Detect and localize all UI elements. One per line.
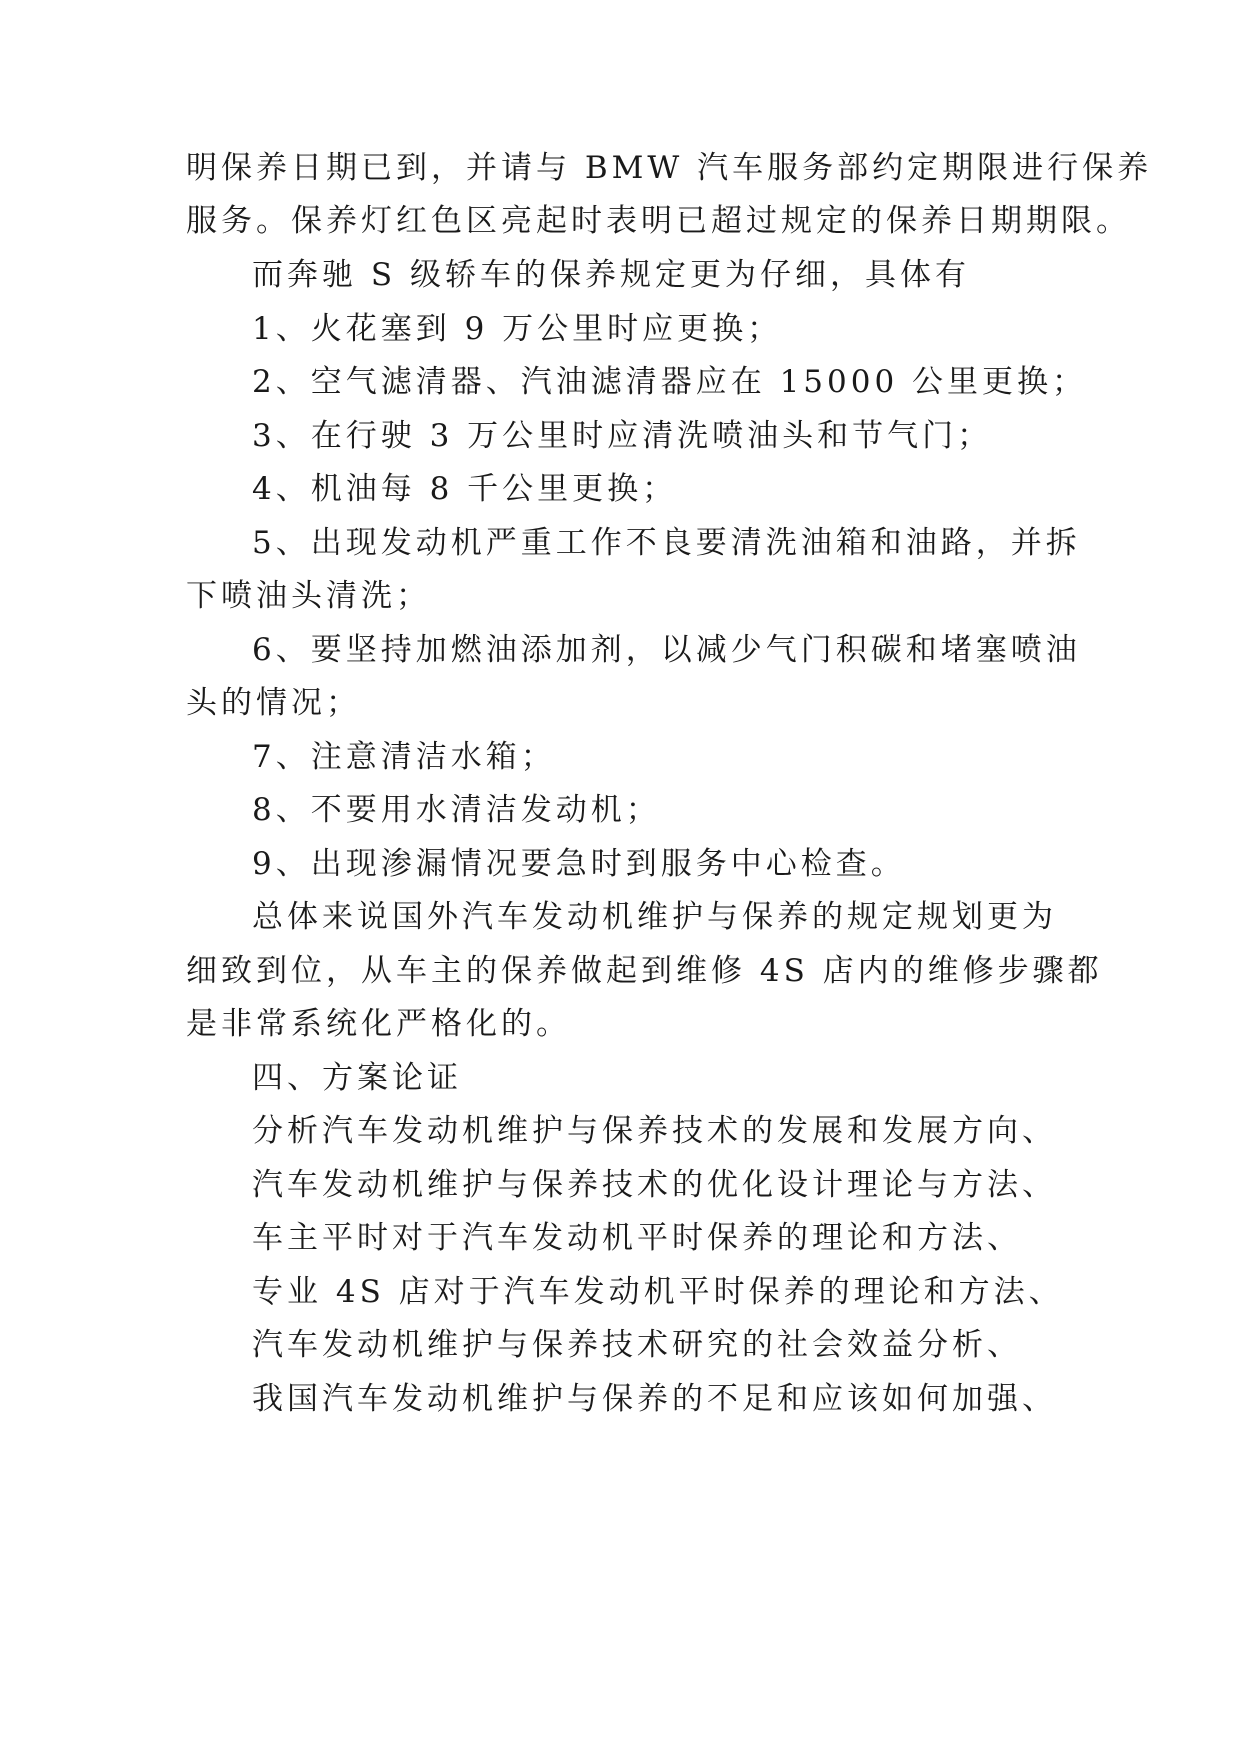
text-line: 汽车发动机维护与保养技术的优化设计理论与方法、 (252, 1167, 1057, 1203)
text-line: 是非常系统化严格化的。 (186, 1006, 571, 1042)
list-item: 3、在行驶 3 万公里时应清洗喷油头和节气门； (252, 418, 993, 454)
list-item-continuation: 下喷油头清洗； (186, 578, 431, 614)
list-item: 5、出现发动机严重工作不良要清洗油箱和油路，并拆 (252, 525, 1081, 561)
list-item: 7、注意清洁水箱； (252, 739, 556, 775)
text-line: 我国汽车发动机维护与保养的不足和应该如何加强、 (252, 1381, 1057, 1417)
list-item: 4、机油每 8 千公里更换； (252, 471, 678, 507)
text-line: 明保养日期已到，并请与 BMW 汽车服务部约定期限进行保养 (186, 150, 1153, 186)
text-line: 而奔驰 S 级轿车的保养规定更为仔细，具体有 (252, 257, 970, 293)
text-line: 专业 4S 店对于汽车发动机平时保养的理论和方法、 (252, 1274, 1064, 1310)
list-item: 2、空气滤清器、汽油滤清器应在 15000 公里更换； (252, 364, 1088, 400)
text-line: 细致到位，从车主的保养做起到维修 4S 店内的维修步骤都 (186, 953, 1103, 989)
list-item: 1、火花塞到 9 万公里时应更换； (252, 311, 783, 347)
list-item: 6、要坚持加燃油添加剂，以减少气门积碳和堵塞喷油 (252, 632, 1081, 668)
text-line: 车主平时对于汽车发动机平时保养的理论和方法、 (252, 1220, 1022, 1256)
text-line: 汽车发动机维护与保养技术研究的社会效益分析、 (252, 1327, 1022, 1363)
text-line: 总体来说国外汽车发动机维护与保养的规定规划更为 (252, 899, 1057, 935)
list-item-continuation: 头的情况； (186, 685, 361, 721)
list-item: 9、出现渗漏情况要急时到服务中心检查。 (252, 846, 906, 882)
text-line: 分析汽车发动机维护与保养技术的发展和发展方向、 (252, 1113, 1057, 1149)
text-line: 服务。保养灯红色区亮起时表明已超过规定的保养日期期限。 (186, 203, 1131, 239)
list-item: 8、不要用水清洁发动机； (252, 792, 661, 828)
section-heading: 四、方案论证 (252, 1060, 462, 1096)
